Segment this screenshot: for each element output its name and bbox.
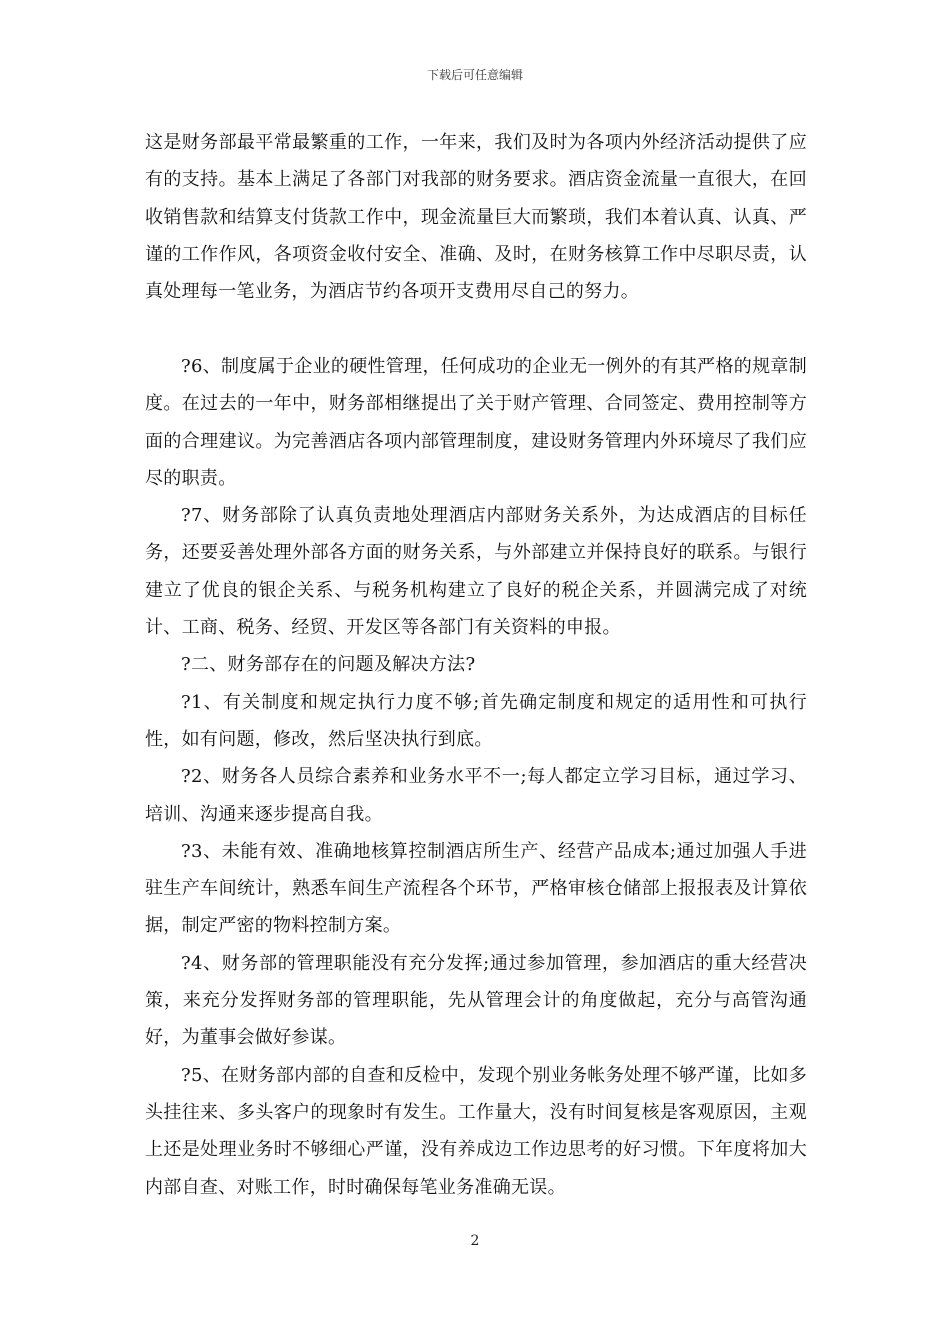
paragraph-item-6: ?6、制度属于企业的硬性管理，任何成功的企业无一例外的有其严格的规章制度。在过去的一年中，财务部相继提出了关于财产管理、合同签定、费用控制等方面的合理建议。为完善酒店各项内部管理制度，建设财务管理内外环境尽了我们应尽的职责。 [145,356,807,489]
body-text-block-2 [145,348,807,1206]
paragraph-problem-5: ?5、在财务部内部的自查和反检中，发现个别业务帐务处理不够严谨，比如多头挂往来、多头客户的现象时有发生。工作量大，没有时间复核是客观原因，主观上还是处理业务时不够细心严谨，没有养成边工作边思考的好习惯。下年度将加大内部自查、对账工作，时时确保每笔业务准确无误。 [145,1064,807,1198]
paragraph-item-7: ?7、财务部除了认真负责地处理酒店内部财务关系外，为达成酒店的目标任务，还要妥善处理外部各方面的财务关系，与外部建立并保持良好的联系。与银行建立了优良的银企关系、与税务机构建立了良好的税企关系，并圆满完成了对统计、工商、税务、经贸、开发区等各部门有关资料的申报。 [145,505,807,639]
paragraph-problem-2: ?2、财务各人员综合素养和业务水平不一;每人都定立学习目标，通过学习、培训、沟通来逐步提高自我。 [145,766,807,825]
body-text-block-1 [145,124,807,310]
paragraph-intro: 这是财务部最平常最繁重的工作，一年来，我们及时为各项内外经济活动提供了应有的支持。基本上满足了各部门对我部的财务要求。酒店资金流量一直很大，在回收销售款和结算支付货款工作中，现金流量巨大而繁琐，我们本着认真、认真、严谨的工作作风，各项资金收付安全、准确、及时，在财务核算工作中尽职尽责，认真处理每一笔业务，为酒店节约各项开支费用尽自己的努力。 [145,132,807,303]
page-number: 2 [470,1233,480,1249]
page-header: 下载后可任意编辑 [426,68,523,82]
section-heading-problems: ?二、财务部存在的问题及解决方法? [181,654,476,676]
paragraph-problem-4: ?4、财务部的管理职能没有充分发挥;通过参加管理，参加酒店的重大经营决策，来充分发挥财务部的管理职能，先从管理会计的角度做起，充分与高管沟通好，为董事会做好参谋。 [145,952,807,1049]
paragraph-problem-1: ?1、有关制度和规定执行力度不够;首先确定制度和规定的适用性和可执行性，如有问题，修改，然后坚决执行到底。 [145,691,807,750]
paragraph-problem-3: ?3、未能有效、准确地核算控制酒店所生产、经营产品成本;通过加强人手进驻生产车间统计，熟悉车间生产流程各个环节，严格审核仓储部上报报表及计算依据，制定严密的物料控制方案。 [145,840,807,937]
